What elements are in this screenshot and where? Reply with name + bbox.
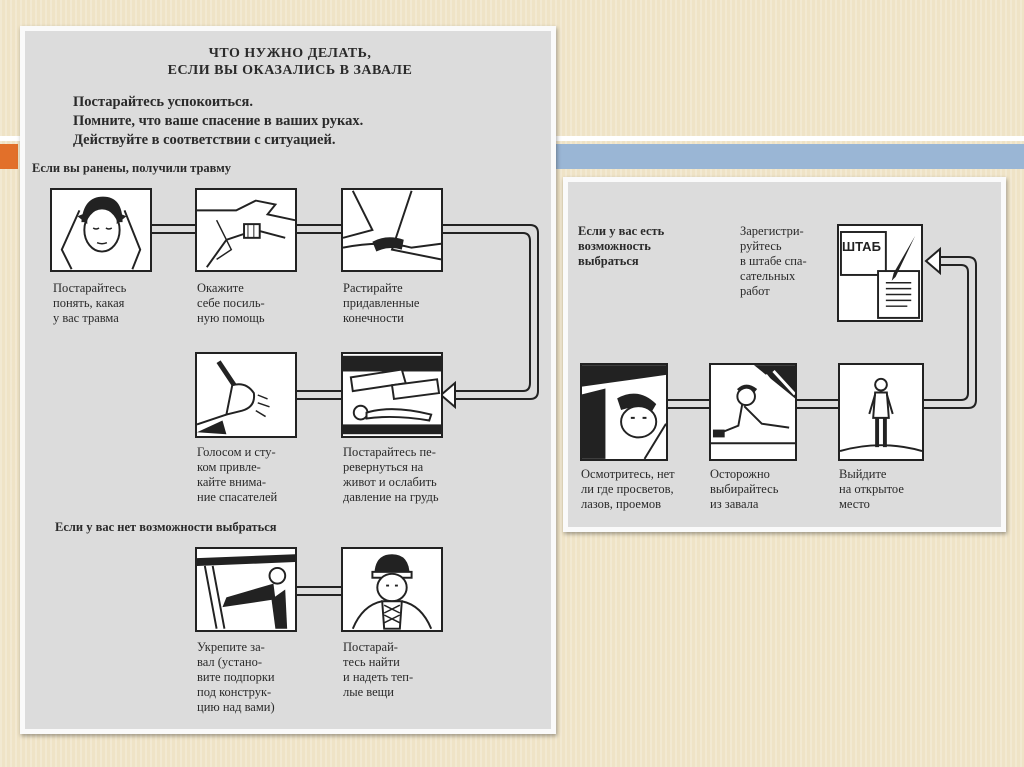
illustration-headquarters (837, 224, 923, 322)
illustration-self-help (195, 188, 297, 272)
step-caption-exit: Выйдите на открытое место (839, 467, 904, 511)
step-caption-5: Постарайтесь пе- ревернуться на живот и ослабить давление на грудь (343, 445, 439, 504)
page-title: ЧТО НУЖНО ДЕЛАТЬ, ЕСЛИ ВЫ ОКАЗАЛИСЬ В ЗАВАЛЕ (167, 46, 413, 78)
hq-sign: ШТАБ (842, 239, 881, 254)
step-caption-2: Окажите себе посиль- ную помощь (197, 281, 265, 325)
step-caption-3: Растирайте придавленные конечности (343, 281, 420, 325)
step-caption-4: Голосом и сту- ком привле- кайте внима- ние спасателей (197, 445, 278, 504)
illustration-look-around (580, 363, 668, 461)
intro-text: Постарайтесь успокоиться. Помните, что ваше спасение в ваших руках. Действуйте в соответствии с ситуацией. (73, 94, 364, 148)
step-caption-7: Постарай- тесь найти и надеть теп- лые вещи (343, 640, 414, 699)
illustration-climb-out (709, 363, 797, 461)
step-caption-1: Постарайтесь понять, какая у вас травма (53, 281, 127, 325)
illustration-open-place (838, 363, 924, 461)
section-heading-exit: Если у вас есть возможность выбраться (578, 224, 665, 268)
register-caption: Зарегистри- руйтесь в штабе спа- сательных работ (740, 224, 807, 298)
illustration-rub-limbs (341, 188, 443, 272)
illustration-warm-clothes (341, 547, 443, 632)
illustration-reinforce-debris (195, 547, 297, 632)
step-caption-6: Укрепите за- вал (устано- вите подпорки под конструк- цию над вами) (197, 640, 275, 714)
accent-bar-orange (0, 144, 18, 169)
illustration-head-pain (50, 188, 152, 272)
right-instruction-panel (563, 177, 1006, 532)
step-caption-carefully: Осторожно выбирайтесь из завала (710, 467, 779, 511)
section-heading-no-exit: Если у вас нет возможности выбраться (55, 520, 277, 534)
left-instruction-panel (20, 26, 556, 734)
accent-bar-blue (556, 144, 1024, 169)
illustration-turn-over (341, 352, 443, 438)
step-caption-look: Осмотритесь, нет ли где просветов, лазов, проемов (581, 467, 675, 511)
illustration-signal-rescuers (195, 352, 297, 438)
section-heading-injured: Если вы ранены, получили травму (32, 161, 231, 175)
